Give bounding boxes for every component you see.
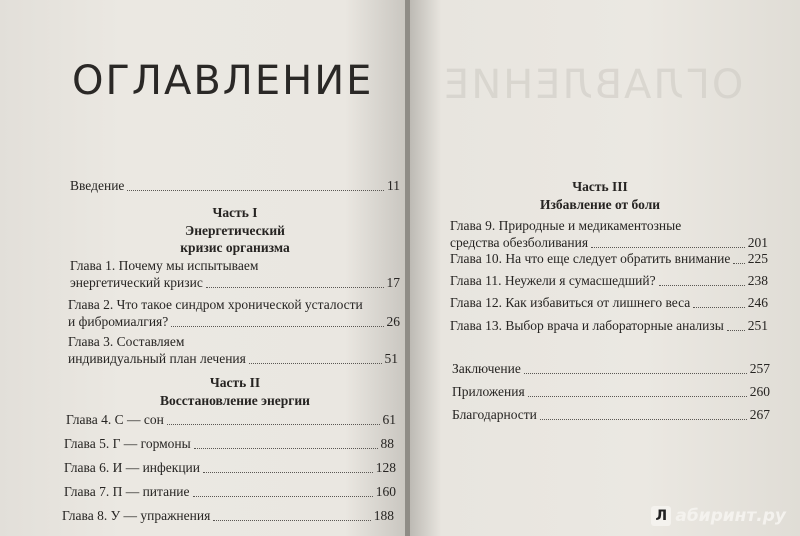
entry-label: Глава 11. Неужели я сумасшедший? <box>450 273 656 288</box>
entry-page: 61 <box>382 412 396 427</box>
part-title: Часть III <box>572 179 628 194</box>
page-title: ОГЛАВЛЕНИЕ <box>72 58 374 104</box>
part-3-heading <box>520 178 680 213</box>
toc-entry-chapter-11 <box>450 273 768 290</box>
entry-label: Введение <box>70 178 125 193</box>
entry-page: 260 <box>749 384 770 399</box>
toc-entry-chapter-6 <box>64 460 396 477</box>
entry-label: Заключение <box>452 361 521 376</box>
entry-page: 246 <box>747 295 768 310</box>
entry-label: Глава 8. У — упражнения <box>62 508 211 523</box>
toc-entry-chapter-8 <box>62 508 394 525</box>
toc-entry-chapter-1 <box>70 258 400 292</box>
entry-label: индивидуальный план лечения <box>68 350 246 366</box>
toc-entry-chapter-2 <box>68 297 400 331</box>
entry-label: Глава 13. Выбор врача и лабораторные анализы <box>450 318 724 333</box>
entry-page: 251 <box>747 318 768 333</box>
entry-label: Глава 3. Составляем <box>68 334 185 349</box>
entry-page: 238 <box>747 273 768 288</box>
toc-entry-chapter-10 <box>450 251 768 268</box>
entry-label: энергетический кризис <box>70 274 203 290</box>
entry-page: 11 <box>387 178 400 193</box>
show-through-text: ОГЛАВЛЕНИЕ <box>442 62 744 108</box>
entry-label: Глава 7. П — питание <box>64 484 190 499</box>
entry-page: 188 <box>373 508 394 523</box>
entry-page: 201 <box>747 234 768 250</box>
entry-label: Глава 2. Что такое синдром хронической усталости <box>68 297 363 312</box>
part-subtitle: кризис организма <box>180 240 290 256</box>
toc-entry-chapter-4 <box>66 412 396 429</box>
toc-entry-intro <box>70 178 400 195</box>
entry-page: 160 <box>375 484 396 499</box>
toc-entry-chapter-5 <box>64 436 394 453</box>
toc-entry-conclusion <box>452 361 770 378</box>
toc-entry-chapter-13 <box>450 318 768 335</box>
part-subtitle: Избавление от боли <box>539 196 661 212</box>
entry-page: 51 <box>384 350 398 366</box>
entry-label: Глава 6. И — инфекции <box>64 460 201 475</box>
entry-label: Глава 10. На что еще следует обратить внимание <box>450 251 731 266</box>
toc-entry-appendices <box>452 384 770 401</box>
toc-entry-chapter-7 <box>64 484 396 501</box>
entry-label: Глава 12. Как избавиться от лишнего веса <box>450 295 691 310</box>
labirint-logo-icon: Л <box>651 506 671 526</box>
entry-page: 26 <box>386 313 400 329</box>
entry-label: средства обезболивания <box>450 234 589 250</box>
toc-entry-chapter-12 <box>450 295 768 312</box>
entry-page: 225 <box>747 251 768 266</box>
part-subtitle: Энергетический <box>185 222 285 238</box>
entry-page: 257 <box>749 361 770 376</box>
toc-entry-chapter-3 <box>68 334 398 368</box>
entry-page: 88 <box>380 436 394 451</box>
entry-label: Глава 9. Природные и медикаментозные <box>450 218 682 233</box>
entry-page: 267 <box>749 407 770 422</box>
entry-page: 128 <box>375 460 396 475</box>
part-1-heading <box>150 204 320 257</box>
labirint-watermark <box>651 506 786 526</box>
part-subtitle: Восстановление энергии <box>160 392 310 408</box>
entry-label: Глава 4. С — сон <box>66 412 164 427</box>
entry-page: 17 <box>386 274 400 290</box>
entry-label: Приложения <box>452 384 525 399</box>
entry-label: Благодарности <box>452 407 537 422</box>
toc-entry-chapter-9 <box>450 218 768 252</box>
part-title: Часть I <box>212 205 258 220</box>
entry-label: и фибромиалгия? <box>68 313 169 329</box>
part-2-heading <box>140 374 330 409</box>
entry-label: Глава 1. Почему мы испытываем <box>70 258 259 273</box>
toc-entry-acknowledgements <box>452 407 770 424</box>
entry-label: Глава 5. Г — гормоны <box>64 436 191 451</box>
part-title: Часть II <box>209 375 261 390</box>
watermark-text: абиринт.ру <box>675 506 786 526</box>
